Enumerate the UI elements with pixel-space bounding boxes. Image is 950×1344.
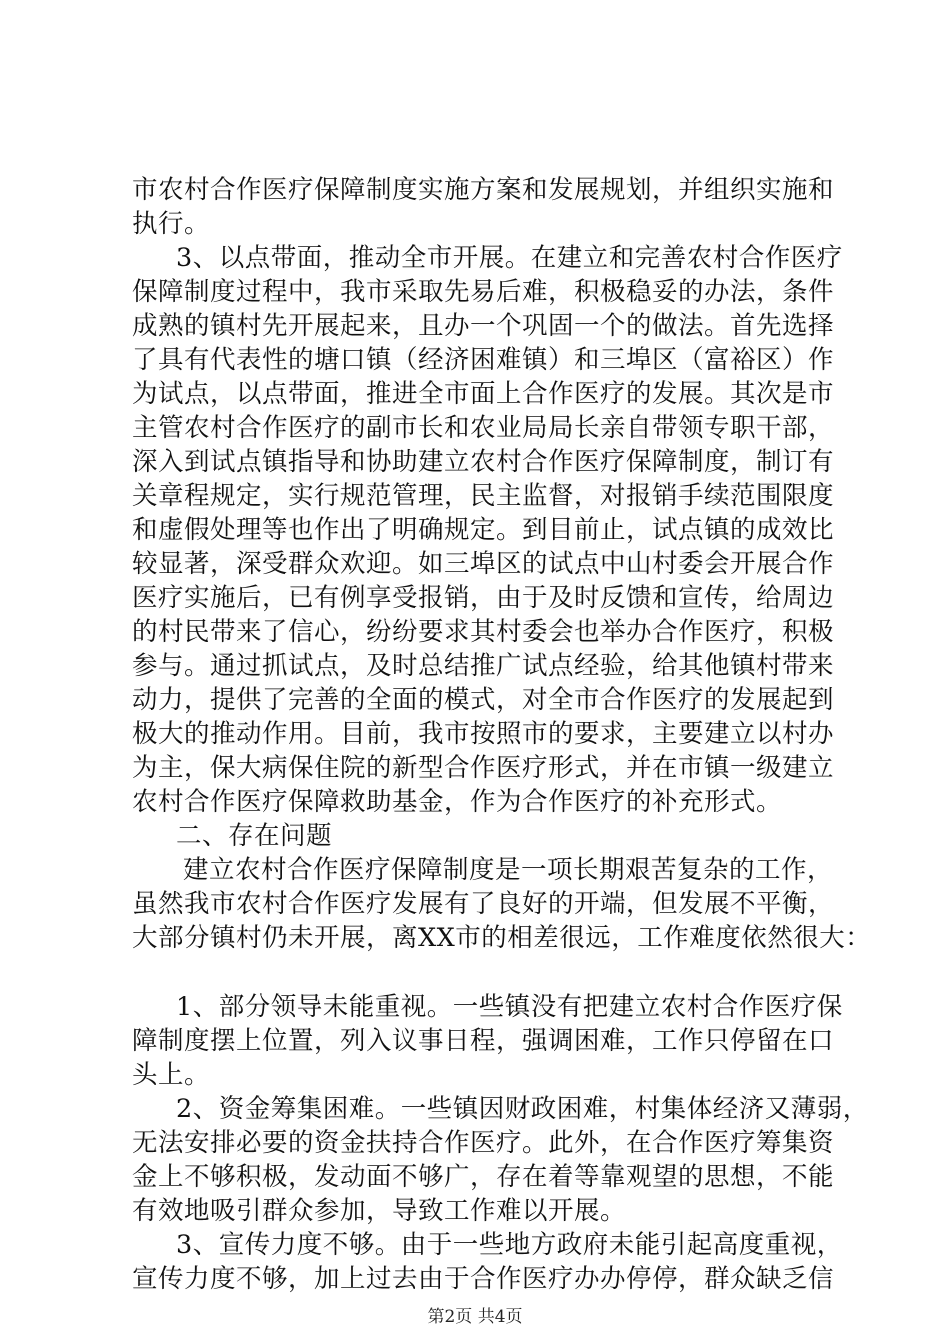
paragraph-line: 障制度摆上位置，列入议事日程，强调困难，工作只停留在口 <box>132 1026 835 1056</box>
paragraph-line: 和虚假处理等也作出了明确规定。到目前止，试点镇的成效比 <box>132 515 835 545</box>
paragraph-line: 虽然我市农村合作医疗发展有了良好的开端，但发展不平衡， <box>132 889 835 919</box>
paragraph-line: 保障制度过程中，我市采取先易后难，积极稳妥的办法，条件 <box>132 277 835 307</box>
paragraph-line: 建立农村合作医疗保障制度是一项长期艰苦复杂的工作， <box>183 855 834 885</box>
paragraph-line: 极大的推动作用。目前，我市按照市的要求，主要建立以村办 <box>132 719 835 749</box>
paragraph-line: 较显著，深受群众欢迎。如三埠区的试点中山村委会开展合作 <box>132 549 835 579</box>
paragraph-line: 3、以点带面，推动全市开展。在建立和完善农村合作医疗 <box>176 243 843 273</box>
page-number-footer: 第2页 共4页 <box>427 1307 523 1327</box>
paragraph-line: 成熟的镇村先开展起来，且办一个巩固一个的做法。首先选择 <box>132 311 835 341</box>
paragraph-line: 有效地吸引群众参加，导致工作难以开展。 <box>132 1196 627 1226</box>
paragraph-line: 大部分镇村仍未开展，离XX市的相差很远，工作难度依然很大： <box>132 923 872 953</box>
paragraph-line: 的村民带来了信心，纷纷要求其村委会也举办合作医疗，积极 <box>132 617 835 647</box>
paragraph-line: 医疗实施后，已有例享受报销，由于及时反馈和宣传，给周边 <box>132 583 835 613</box>
paragraph-line: 深入到试点镇指导和协助建立农村合作医疗保障制度，制订有 <box>132 447 835 477</box>
paragraph-line: 为试点，以点带面，推进全市面上合作医疗的发展。其次是市 <box>132 379 835 409</box>
section-heading: 二、存在问题 <box>176 821 333 851</box>
paragraph-line: 宣传力度不够，加上过去由于合作医疗办办停停，群众缺乏信 <box>132 1264 835 1294</box>
paragraph-line: 无法安排必要的资金扶持合作医疗。此外，在合作医疗筹集资 <box>132 1128 835 1158</box>
paragraph-line: 为主，保大病保住院的新型合作医疗形式，并在市镇一级建立 <box>132 753 835 783</box>
paragraph-line: 主管农村合作医疗的副市长和农业局局长亲自带领专职干部， <box>132 413 835 443</box>
paragraph-line: 市农村合作医疗保障制度实施方案和发展规划，并组织实施和 <box>132 175 835 205</box>
paragraph-line: 金上不够积极，发动面不够广，存在着等靠观望的思想，不能 <box>132 1162 835 1192</box>
paragraph-line: 关章程规定，实行规范管理，民主监督，对报销手续范围限度 <box>132 481 835 511</box>
paragraph-line: 了具有代表性的塘口镇（经济困难镇）和三埠区（富裕区）作 <box>132 345 835 375</box>
paragraph-line: 农村合作医疗保障救助基金，作为合作医疗的补充形式。 <box>132 787 783 817</box>
paragraph-line: 动力，提供了完善的全面的模式，对全市合作医疗的发展起到 <box>132 685 835 715</box>
paragraph-line: 1、部分领导未能重视。一些镇没有把建立农村合作医疗保 <box>176 992 843 1022</box>
paragraph-line: 3、宣传力度不够。由于一些地方政府未能引起高度重视， <box>176 1230 843 1260</box>
paragraph-line: 头上。 <box>132 1060 211 1090</box>
paragraph-line: 参与。通过抓试点，及时总结推广试点经验，给其他镇村带来 <box>132 651 835 681</box>
paragraph-line: 2、资金筹集困难。一些镇因财政困难，村集体经济又薄弱， <box>176 1094 869 1124</box>
paragraph-line: 执行。 <box>132 209 211 239</box>
